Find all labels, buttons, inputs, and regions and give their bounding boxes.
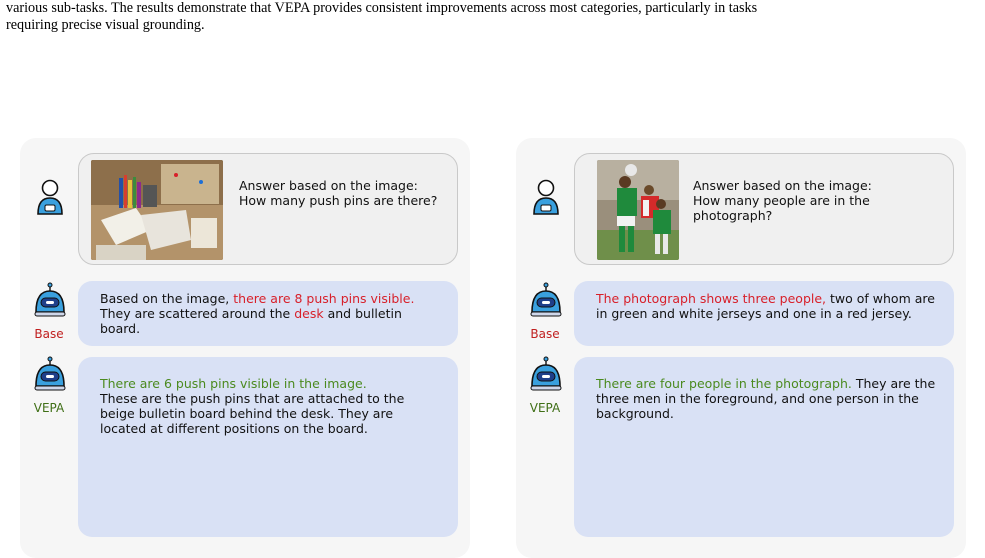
vepa-model-label: VEPA	[33, 401, 65, 415]
base-answer-bubble	[78, 281, 458, 346]
example-panel-push-pins	[20, 138, 470, 558]
answer-text-segment: and bulletin board.	[100, 306, 402, 336]
answer-text-segment: They are the three men in the foreground, and one person in the background.	[596, 376, 936, 421]
question-text: Answer based on the image: How many push pins are there?	[239, 178, 438, 208]
question-text: Answer based on the image: How many people are in the photograph?	[693, 178, 872, 223]
vepa-answer-bubble	[574, 357, 954, 537]
base-model-label: Base	[530, 327, 560, 341]
vepa-answer-text	[596, 376, 936, 421]
example-panel-people-count	[516, 138, 966, 558]
correct-claim: There are 6 push pins visible in the image.	[100, 376, 367, 391]
caption-line-1: various sub-tasks. The results demonstrate that VEPA provides consistent improvements across most categories, particularly in tasks	[6, 0, 758, 16]
user-avatar-icon	[528, 178, 564, 218]
base-answer-text	[100, 291, 440, 336]
user-avatar-icon	[32, 178, 68, 218]
wrong-claim: desk	[294, 306, 324, 321]
vepa-answer-bubble	[78, 357, 458, 537]
answer-text-segment: two of whom are in green and white jerseys and one in a red jersey.	[596, 291, 935, 321]
base-answer-text	[596, 291, 936, 321]
wrong-claim: there are 8 push pins visible.	[233, 291, 415, 306]
question-bubble	[574, 153, 954, 265]
robot-avatar-icon	[528, 282, 564, 322]
robot-avatar-icon	[32, 356, 68, 396]
soccer-players-photo	[597, 160, 679, 260]
vepa-answer-text	[100, 376, 440, 436]
base-model-label: Base	[34, 327, 64, 341]
correct-claim: There are four people in the photograph.	[596, 376, 852, 391]
answer-text-segment: Based on the image,	[100, 291, 234, 306]
robot-avatar-icon	[528, 356, 564, 396]
robot-avatar-icon	[32, 282, 68, 322]
wrong-claim: The photograph shows three people,	[596, 291, 827, 306]
caption-line-2: requiring precise visual grounding.	[6, 17, 205, 33]
answer-text-segment: They are scattered around the	[100, 306, 295, 321]
vepa-model-label: VEPA	[529, 401, 561, 415]
answer-text-segment: These are the push pins that are attached to the beige bulletin board behind the desk. They are located at different positions on the board.	[100, 391, 405, 436]
question-bubble	[78, 153, 458, 265]
base-answer-bubble	[574, 281, 954, 346]
desk-push-pins-photo	[91, 160, 223, 260]
figure-caption	[6, 0, 978, 34]
